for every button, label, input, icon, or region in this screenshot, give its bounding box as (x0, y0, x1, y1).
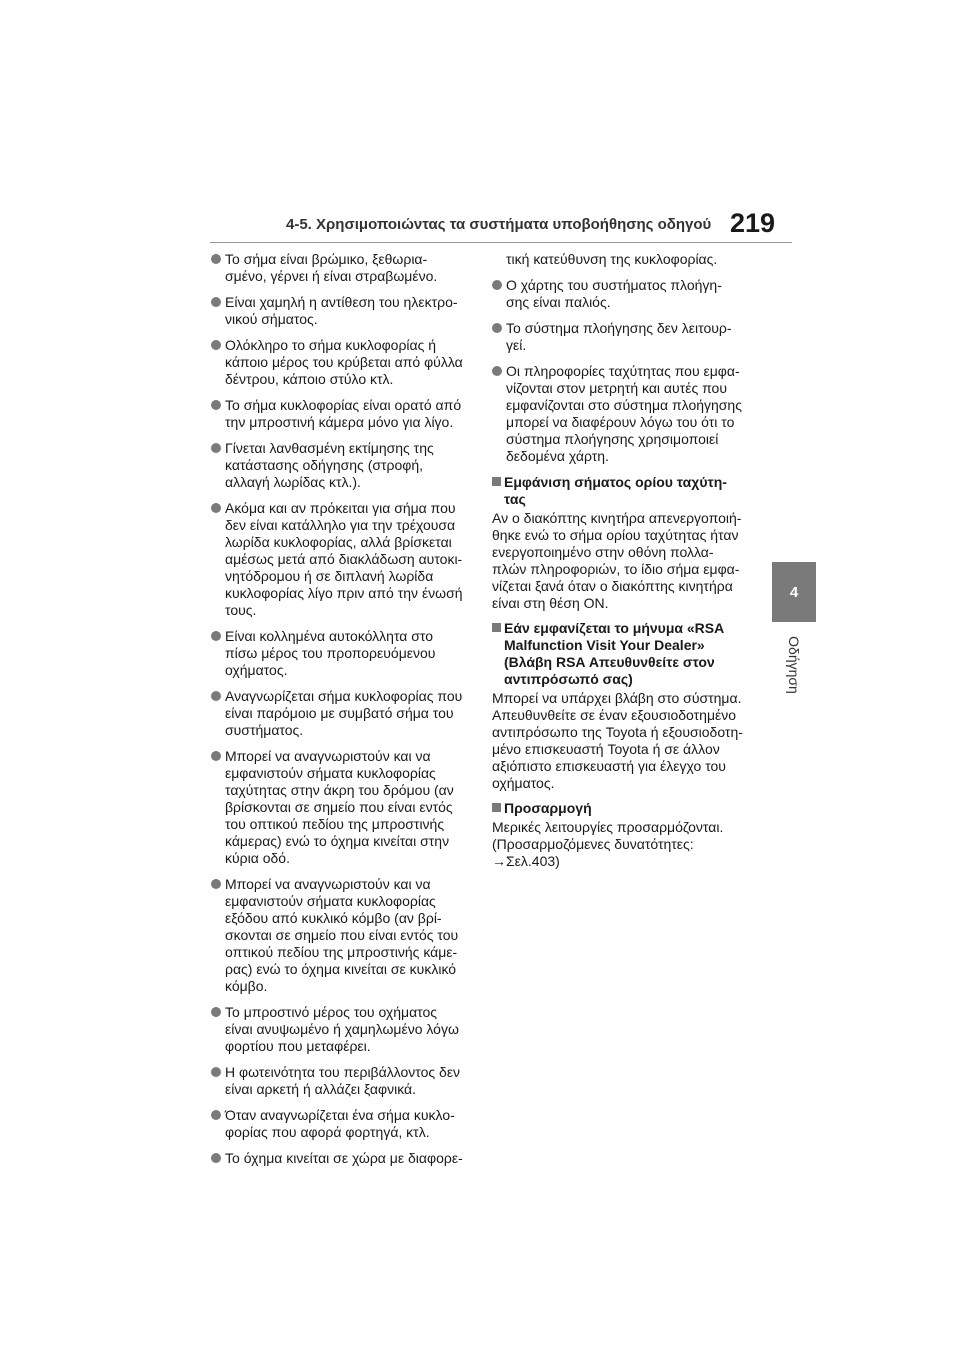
section-body (492, 690, 760, 792)
text-line: αντιπρόσωπο της Toyota ή εξουσιοδοτη- (492, 724, 743, 740)
text-line: σκονται σε σημείο που είναι εντός του (225, 927, 459, 943)
chapter-tab (772, 562, 816, 622)
text-line: Ολόκληρο το σήμα κυκλοφορίας ή (225, 337, 437, 353)
bullet-item (211, 1150, 473, 1167)
text-line: Αναγνωρίζεται σήμα κυκλοφορίας που (225, 688, 463, 704)
bullet-item (211, 688, 473, 739)
text-line: τους. (225, 602, 257, 618)
bullet-item (211, 628, 473, 679)
text-line: του οπτικού πεδίου της μπροστινής (225, 816, 445, 832)
section-heading (492, 620, 760, 688)
text-line: αξιόπιστο επισκευαστή για έλεγχο του (492, 758, 726, 774)
text-line: κύρια οδό. (225, 850, 290, 866)
text-line: μένο επισκευαστή Toyota ή σε άλλον (492, 741, 720, 757)
text-line: την μπροστινή κάμερα μόνο για λίγο. (225, 414, 454, 430)
text-line: οχήματος. (225, 662, 288, 678)
bullet-item (492, 277, 760, 311)
text-line: μπορεί να διαφέρουν λόγω του ότι το (506, 414, 735, 430)
bullet-item (492, 320, 760, 354)
text-line: σης είναι παλιός. (506, 294, 611, 310)
text-line: Το σύστημα πλοήγησης δεν λειτουρ- (506, 320, 732, 336)
text-line: νικού σήματος. (225, 311, 318, 327)
bullet-item (211, 748, 473, 867)
text-line: κατάστασης οδήγησης (στροφή, (225, 457, 424, 473)
text-line: Ακόμα και αν πρόκειται για σήμα που (225, 500, 456, 516)
text-line: Αν ο διακόπτης κινητήρα απενεργοποιή- (492, 510, 742, 526)
text-line: εμφανίζονται στο σύστημα πλοήγησης (506, 397, 742, 413)
page-number: 219 (730, 208, 776, 238)
bullet-item (211, 1004, 473, 1055)
text-line: οχήματος. (492, 775, 555, 791)
text-line: Εμφάνιση σήματος ορίου ταχύτη- (504, 474, 727, 490)
section-heading (492, 800, 760, 817)
text-line: Προσαρμογή (504, 800, 592, 816)
bullet-item (211, 876, 473, 995)
text-line: βρίσκονται σε σημείο που είναι εντός (225, 799, 453, 815)
text-line: εμφανιστούν σήματα κυκλοφορίας (225, 893, 436, 909)
text-line: εξόδου από κυκλικό κόμβο (αν βρί- (225, 910, 442, 926)
text-line: πλών πληροφοριών, το ίδιο σήμα εμφα- (492, 561, 740, 577)
text-line: Το σήμα είναι βρώμικο, ξεθωρια- (225, 251, 428, 267)
text-line: Το όχημα κινείται σε χώρα με διαφορε- (225, 1150, 463, 1166)
text-line: Το μπροστινό μέρος του οχήματος (225, 1004, 438, 1020)
left-column (211, 251, 473, 1176)
text-line: αμέσως μετά από διακλάδωση αυτοκι- (225, 551, 463, 567)
text-line: Μπορεί να αναγνωριστούν και να (225, 748, 431, 764)
bullet-item (211, 294, 473, 328)
text-line: δέντρου, κάποιο στύλο κτλ. (225, 371, 394, 387)
text-line: δεδομένα χάρτη. (506, 448, 609, 464)
text-line: είναι ανυψωμένο ή χαμηλωμένο λόγω (225, 1021, 459, 1037)
text-line: Γίνεται λανθασμένη εκτίμησης της (225, 440, 434, 456)
text-line: ταχύτητας στην άκρη του δρόμου (αν (225, 782, 454, 798)
text-line: είναι στη θέση ON. (492, 595, 609, 611)
bullet-item (211, 251, 473, 285)
bullet-item (211, 500, 473, 619)
right-column (492, 251, 760, 878)
text-line: φορίας που αφορά φορτηγά, κτλ. (225, 1124, 430, 1140)
text-line: φορτίου που μεταφέρει. (225, 1038, 371, 1054)
text-line: Οι πληροφορίες ταχύτητας που εμφα- (506, 363, 740, 379)
text-line: Η φωτεινότητα του περιβάλλοντος δεν (225, 1064, 461, 1080)
text-line: Μπορεί να υπάρχει βλάβη στο σύστημα. (492, 690, 742, 706)
section-title: 4-5. Χρησιμοποιώντας τα συστήματα υποβοήθησης οδηγού (286, 216, 712, 233)
text-line: Είναι χαμηλή η αντίθεση του ηλεκτρο- (225, 294, 458, 310)
bullet-continuation: τική κατεύθυνση της κυκλοφορίας. (506, 251, 718, 267)
text-line: σύστημα πλοήγησης χρησιμοποιεί (506, 431, 719, 447)
text-line: αντιπρόσωπό σας) (504, 671, 633, 687)
text-line: Απευθυνθείτε σε έναν εξουσιοδοτημένο (492, 707, 737, 723)
text-line: είναι παρόμοιο με συμβατό σήμα του (225, 705, 454, 721)
text-line: Malfunction Visit Your Dealer» (504, 637, 705, 653)
text-line: Το σήμα κυκλοφορίας είναι ορατό από (225, 397, 462, 413)
bullet-item (211, 440, 473, 491)
text-line: κόμβο. (225, 978, 268, 994)
text-line: κυκλοφορίας λίγο πριν από την ένωσή (225, 585, 463, 601)
text-line: ρας) ενώ το όχημα κινείται σε κυκλικό (225, 961, 457, 977)
text-line: νίζονται στον μετρητή και αυτές που (506, 380, 727, 396)
text-line: πίσω μέρος του προπορευόμενου (225, 645, 436, 661)
bullet-item (211, 397, 473, 431)
text-line: ενεργοποιημένο στην οθόνη πολλα- (492, 544, 714, 560)
text-line: νίζεται ξανά όταν ο διακόπτης κινητήρα (492, 578, 733, 594)
text-line: κάποιο μέρος του κρύβεται από φύλλα (225, 354, 463, 370)
text-line: εμφανιστούν σήματα κυκλοφορίας (225, 765, 436, 781)
section-body (492, 819, 760, 870)
text-line: τας (504, 491, 526, 507)
chapter-label: Οδήγηση (786, 636, 802, 694)
text-line: αλλαγή λωρίδας κτλ.). (225, 474, 361, 490)
text-line: κάμερας) ενώ το όχημα κινείται στην (225, 833, 450, 849)
bullet-item (211, 337, 473, 388)
section-heading (492, 474, 760, 508)
text-line: συστήματος. (225, 722, 304, 738)
text-line: Είναι κολλημένα αυτοκόλλητα στο (225, 628, 434, 644)
text-line: Μπορεί να αναγνωριστούν και να (225, 876, 431, 892)
bullet-item (211, 1064, 473, 1098)
chapter-number: 4 (789, 583, 799, 601)
text-line: σμένο, γέρνει ή είναι στραβωμένο. (225, 268, 438, 284)
section-body (492, 510, 760, 612)
bullet-item (211, 1107, 473, 1141)
text-line: θηκε ενώ το σήμα ορίου ταχύτητας ήταν (492, 527, 739, 543)
text-line: δεν είναι κατάλληλο για την τρέχουσα (225, 517, 456, 533)
text-line: →Σελ.403) (492, 853, 560, 869)
header-divider (210, 242, 792, 243)
text-line: γεί. (506, 337, 527, 353)
text-line: Μερικές λειτουργίες προσαρμόζονται. (492, 819, 724, 835)
text-line: νητόδρομου ή σε διπλανή λωρίδα (225, 568, 434, 584)
text-line: λωρίδα κυκλοφορίας, αλλά βρίσκεται (225, 534, 452, 550)
text-line: (Προσαρμοζόμενες δυνατότητες: (492, 836, 694, 852)
text-line: Όταν αναγνωρίζεται ένα σήμα κυκλο- (225, 1107, 455, 1123)
text-line: είναι αρκετή ή αλλάζει ξαφνικά. (225, 1081, 417, 1097)
text-line: οπτικού πεδίου της μπροστινής κάμε- (225, 944, 458, 960)
text-line: Ο χάρτης του συστήματος πλοήγη- (506, 277, 722, 293)
text-line: (Βλάβη RSA Απευθυνθείτε στον (504, 654, 715, 670)
bullet-item (492, 363, 760, 465)
text-line: Εάν εμφανίζεται το μήνυμα «RSA (504, 620, 725, 636)
